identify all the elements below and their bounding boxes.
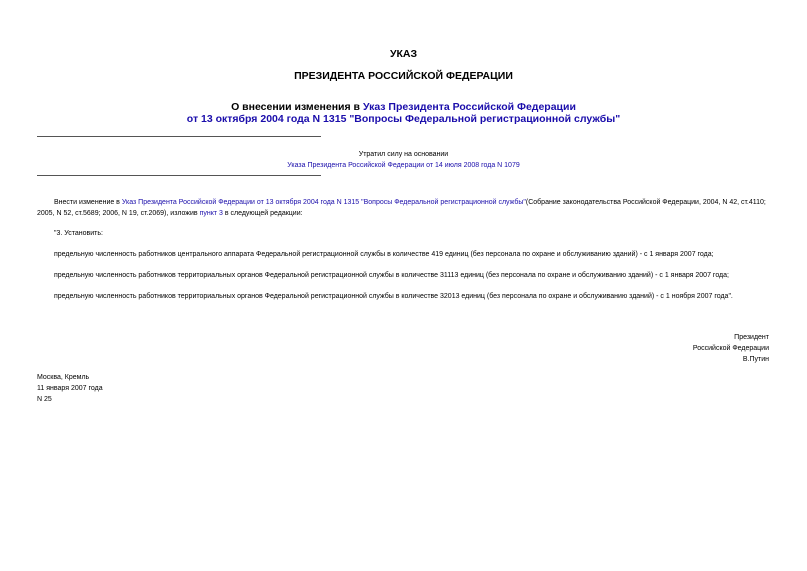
invalidation-note bbox=[0, 149, 807, 171]
signature-line-1: Президент bbox=[734, 334, 769, 341]
p1-start: Внести изменение в bbox=[54, 199, 122, 206]
body-paragraph-1 bbox=[37, 197, 770, 219]
document-title: УКАЗ bbox=[389, 48, 418, 60]
divider-top bbox=[37, 136, 321, 137]
signature-line-3: В.Путин bbox=[742, 356, 769, 363]
place-date: 11 января 2007 года bbox=[37, 385, 103, 392]
divider-bottom bbox=[37, 175, 321, 176]
document-number: N 25 bbox=[37, 396, 52, 403]
place-city: Москва, Кремль bbox=[37, 374, 90, 381]
decree-link-body[interactable]: Указ Президента Российской Федерации от 13 октября 2004 года N 1315 "Вопросы Федеральной регистрационной службы" bbox=[121, 199, 526, 206]
decree-link-title-line2[interactable]: от 13 октября 2004 года N 1315 "Вопросы Федеральной регистрационной службы" bbox=[186, 113, 621, 125]
body-paragraph-5: предельную численность работников территориальных органов Федеральной регистрационной службы в количестве 32013 единиц (без персонала по охране и обслуживанию зданий) - с 1 ноября 2007 года". bbox=[54, 293, 733, 300]
place-date-block bbox=[37, 372, 103, 405]
p1-mid: (Собрание законодательства Российской Федерации, 2004, N 42, ст.4110; 2005, N 52, ст.5689; 2006, N 19, ст.2069), изложив bbox=[37, 199, 766, 217]
document-subtitle: ПРЕЗИДЕНТА РОССИЙСКОЙ ФЕДЕРАЦИИ bbox=[294, 70, 513, 82]
invalidation-text: Утратил силу на основании bbox=[358, 151, 449, 158]
decree-link-title-line1[interactable]: Указ Президента Российской Федерации bbox=[362, 101, 576, 113]
body-paragraph-3: предельную численность работников центрального аппарата Федеральной регистрационной службы в количестве 419 единиц (без персонала по охране и обслуживанию зданий) - с 1 января 2007 года; bbox=[54, 251, 714, 258]
signature-block bbox=[693, 332, 769, 365]
invalidation-link[interactable]: Указа Президента Российской Федерации от 14 июля 2008 года N 1079 bbox=[287, 162, 520, 169]
body-paragraph-2: "3. Установить: bbox=[54, 230, 103, 237]
p1-end: в следующей редакции: bbox=[222, 210, 303, 217]
subject-prefix: О внесении изменения в bbox=[231, 101, 363, 113]
signature-line-2: Российской Федерации bbox=[692, 345, 769, 352]
point-3-link[interactable]: пункт 3 bbox=[199, 210, 223, 217]
body-paragraph-4: предельную численность работников территориальных органов Федеральной регистрационной службы в количестве 31113 единиц (без персонала по охране и обслуживанию зданий) - с 1 января 2007 года; bbox=[54, 272, 729, 279]
document-subject bbox=[0, 101, 807, 125]
